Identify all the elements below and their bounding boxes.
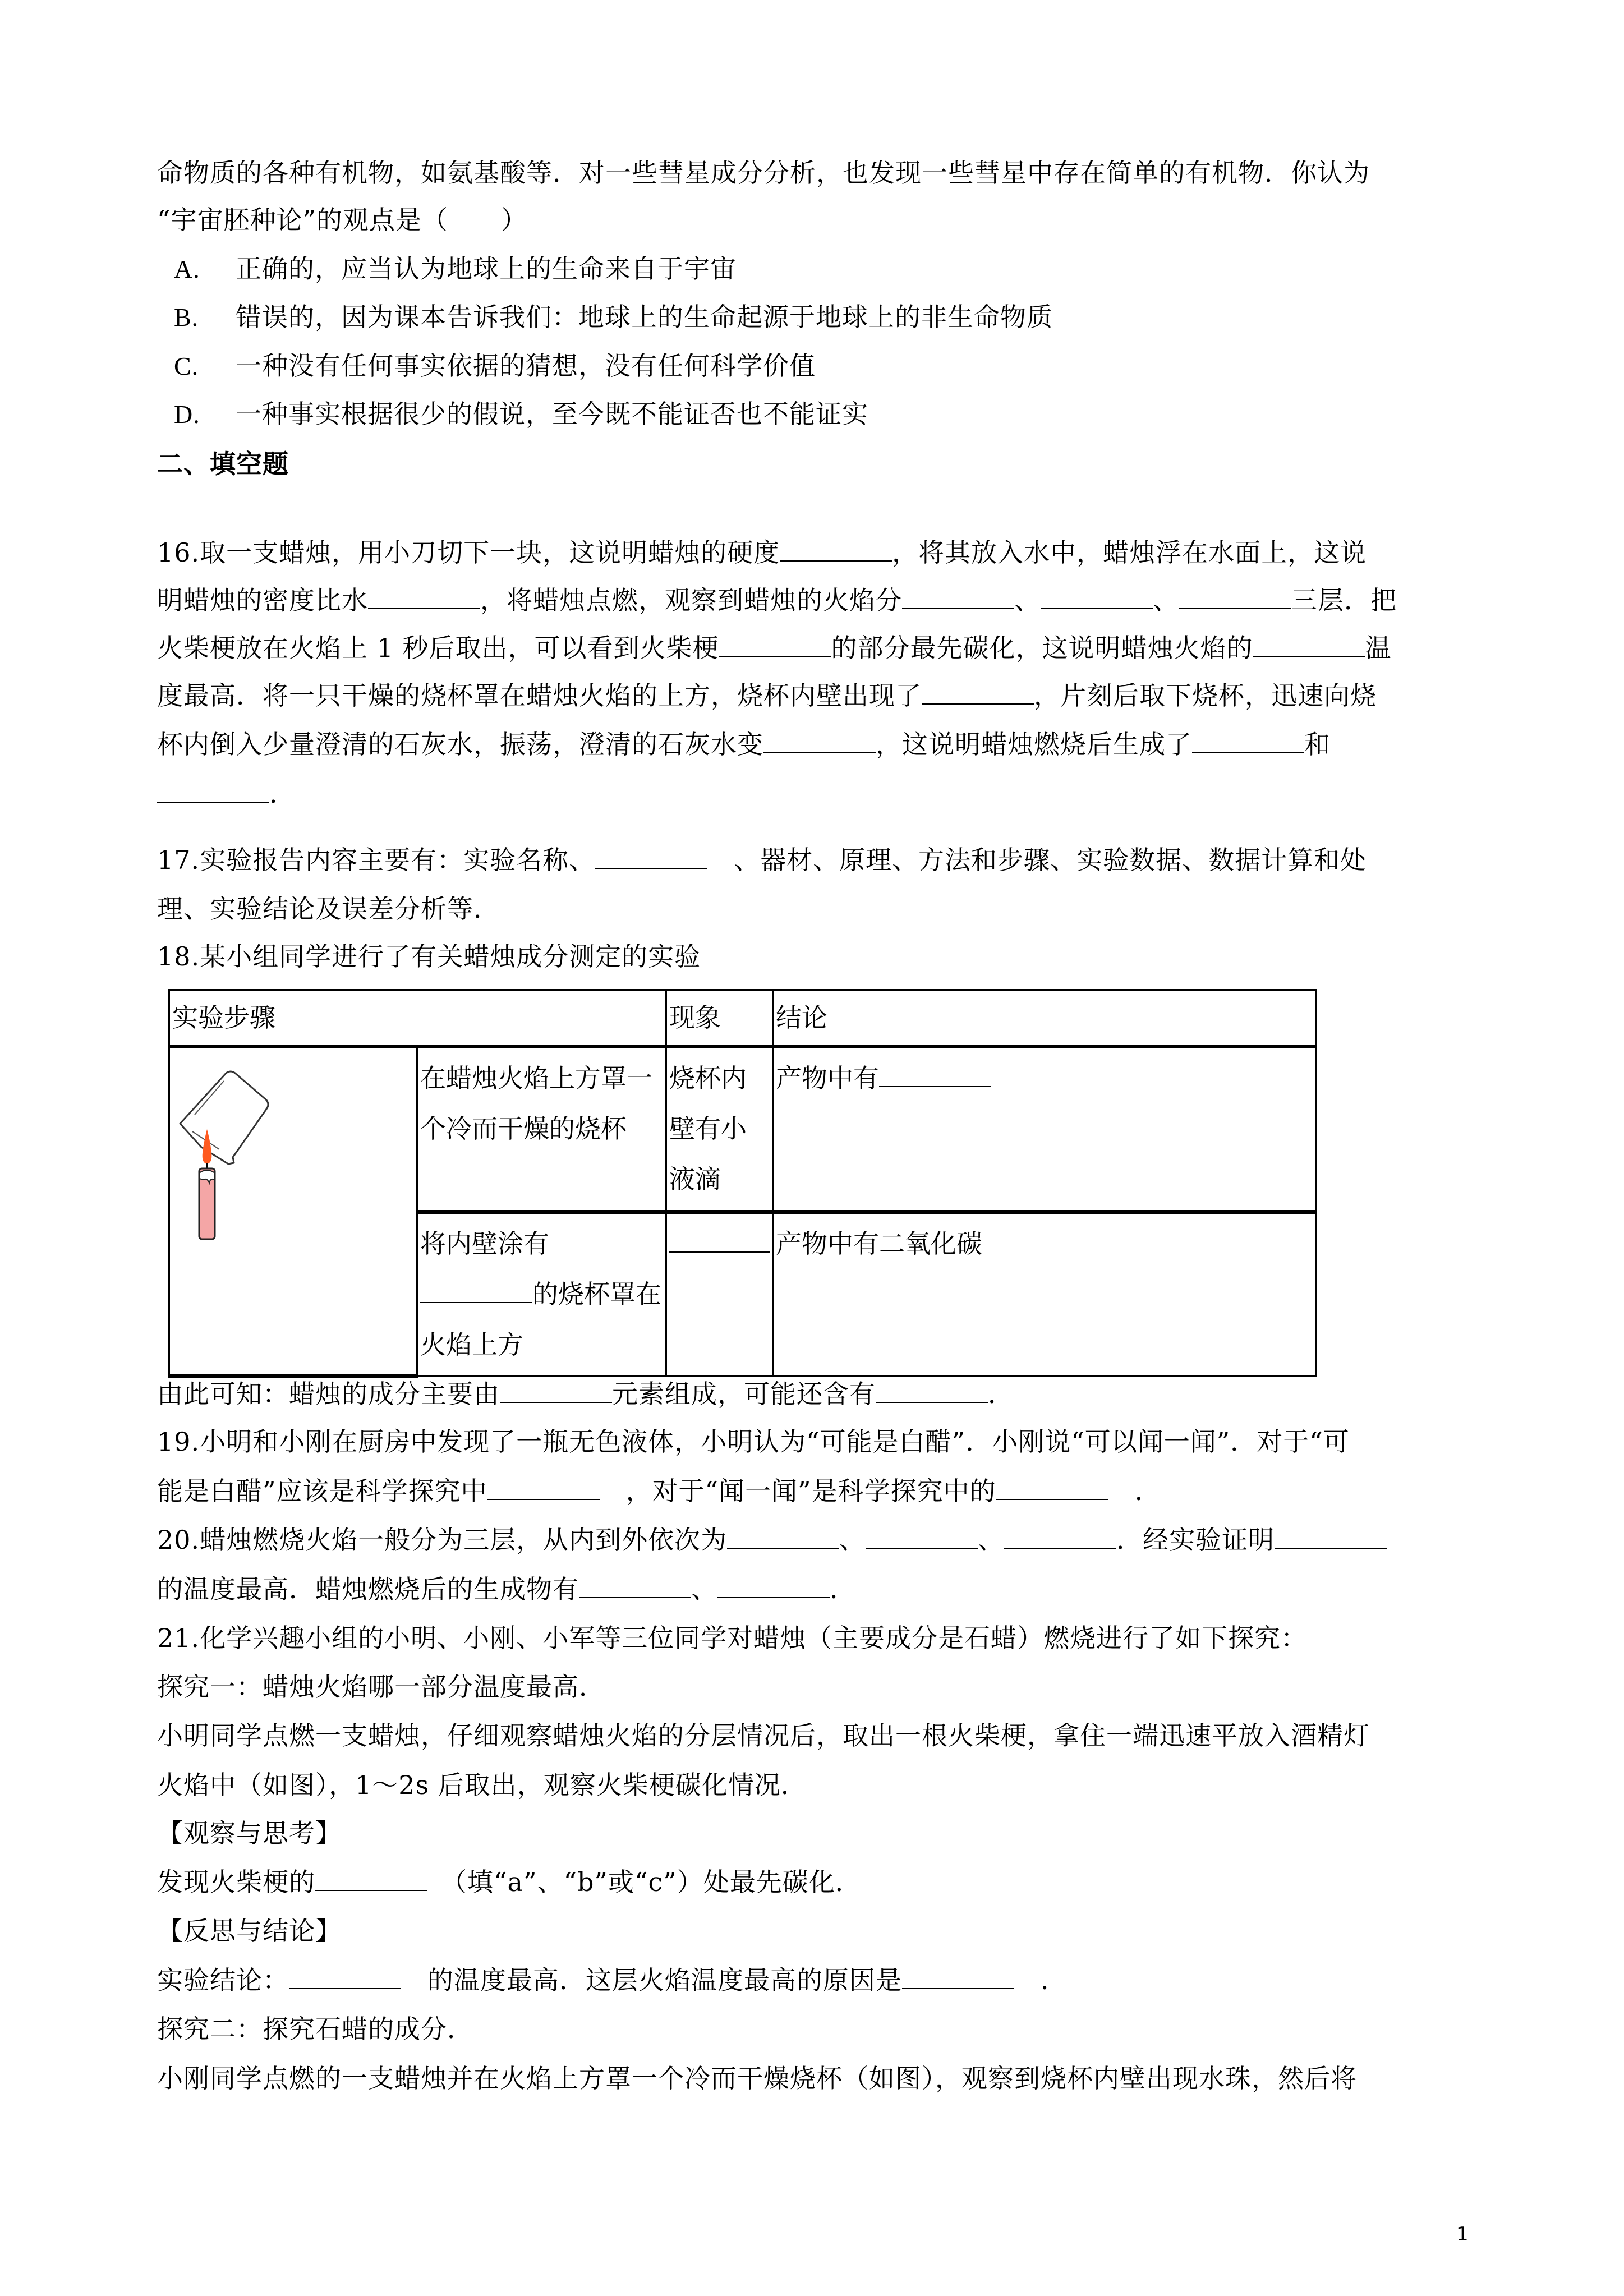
candle-icon (199, 1163, 215, 1239)
q21-observe-heading: 【观察与思考】 (157, 1818, 342, 1848)
answer-blank[interactable] (420, 1277, 532, 1303)
table-row (169, 1047, 1317, 1212)
figure-cell (169, 1047, 417, 1377)
step-2 (417, 1212, 666, 1377)
text: ，对于“闻一闻”是科学探究中的 (599, 1476, 996, 1506)
answer-blank[interactable] (1041, 583, 1153, 609)
text: 、 (1014, 585, 1041, 615)
answer-blank[interactable] (727, 1523, 839, 1549)
text: 、 (691, 1574, 717, 1604)
q17-line-2: 理、实验结论及误差分析等． (157, 894, 500, 924)
answer-blank[interactable] (579, 1572, 691, 1598)
answer-blank[interactable] (902, 1963, 1014, 1989)
text: ，将蜡烛点燃，观察到蜡烛的火焰分 (480, 585, 902, 615)
text: （填“a”、“b”或“c”）处最先碳化． (427, 1867, 862, 1897)
text: ． (830, 1574, 856, 1604)
option-key: D. (174, 400, 200, 429)
option-key: A. (174, 255, 200, 283)
q16-line-1 (157, 536, 1481, 569)
answer-blank[interactable] (719, 631, 831, 657)
answer-blank[interactable] (500, 1377, 612, 1403)
answer-blank[interactable] (1004, 1523, 1116, 1549)
text: ．经实验证明 (1116, 1525, 1275, 1555)
text: 由此可知：蜡烛的成分主要由 (157, 1379, 500, 1409)
q21-line-8 (157, 1963, 1481, 1997)
option-key: B. (174, 303, 199, 332)
text: 、 (1153, 585, 1179, 615)
text: 的部分最先碳化，这说明蜡烛火焰的 (831, 633, 1253, 663)
text: ，这说明蜡烛燃烧后生成了 (876, 729, 1192, 760)
q18-summary (157, 1377, 1481, 1411)
answer-blank[interactable] (669, 1227, 770, 1253)
answer-blank[interactable] (922, 679, 1034, 705)
q20-line-1 (157, 1523, 1481, 1557)
answer-blank[interactable] (157, 777, 269, 803)
header-steps: 实验步骤 (169, 990, 666, 1047)
text: 三层．把 (1291, 585, 1397, 615)
q16-line-6 (157, 777, 1481, 811)
q21-line-10: 小刚同学点燃的一支蜡烛并在火焰上方罩一个冷而干燥烧杯（如图），观察到烧杯内壁出现水珠，然后将 (157, 2063, 1357, 2093)
answer-blank[interactable] (763, 728, 876, 753)
conclusion-2: 产物中有二氧化碳 (773, 1212, 1317, 1377)
answer-blank[interactable] (876, 1377, 988, 1403)
q21-line-1: 21.化学兴趣小组的小明、小刚、小军等三位同学对蜡烛（主要成分是石蜡）燃烧进行了如下探究： (157, 1623, 1308, 1653)
text: ，将其放入水中，蜡烛浮在水面上，这说 (892, 537, 1367, 568)
text: 火柴梗放在火焰上 1 秒后取出，可以看到火柴梗 (157, 633, 719, 663)
text: 元素组成，可能还含有 (612, 1379, 876, 1409)
header-conclusion: 结论 (773, 990, 1317, 1047)
answer-blank[interactable] (866, 1523, 978, 1549)
text: 明蜡烛的密度比水 (157, 585, 368, 615)
answer-blank[interactable] (1192, 728, 1304, 753)
text: 的烧杯罩在火焰上方 (420, 1279, 661, 1360)
phenomenon-1: 烧杯内壁有小液滴 (666, 1047, 773, 1212)
text: 能是白醋”应该是科学探究中 (157, 1476, 487, 1506)
answer-blank[interactable] (902, 583, 1014, 609)
q16-line-2 (157, 583, 1481, 617)
answer-blank[interactable] (315, 1865, 427, 1891)
answer-blank[interactable] (879, 1061, 991, 1087)
text: 实验结论： (157, 1965, 289, 1995)
q21-line-2: 探究一：蜡烛火焰哪一部分温度最高． (157, 1672, 605, 1702)
text: 、器材、原理、方法和步骤、实验数据、数据计算和处 (707, 845, 1367, 875)
text: 、 (978, 1525, 1005, 1555)
text: 16.取一支蜡烛，用小刀切下一块，这说明蜡烛的硬度 (157, 537, 780, 568)
option-text: 错误的，因为课本告诉我们：地球上的生命起源于地球上的非生命物质 (236, 302, 1053, 332)
text: 20.蜡烛燃烧火焰一般分为三层，从内到外依次为 (157, 1525, 728, 1555)
text: 和 (1304, 729, 1331, 760)
q21-line-3: 小明同学点燃一支蜡烛，仔细观察蜡烛火焰的分层情况后，取出一根火柴梗，拿住一端迅速平放入酒精灯 (157, 1720, 1370, 1751)
experiment-table (168, 989, 1317, 1378)
option-a (174, 252, 1498, 286)
text: 的温度最高．蜡烛燃烧后的生成物有 (157, 1574, 579, 1604)
q19-line-2 (157, 1474, 1481, 1508)
beaker-icon (180, 1071, 268, 1164)
page-number: 1 (1456, 2223, 1469, 2246)
table-header-row (169, 990, 1317, 1047)
candle-beaker-figure (170, 1053, 299, 1255)
text: 的温度最高．这层火焰温度最高的原因是 (401, 1965, 902, 1995)
text: 将内壁涂有 (420, 1228, 549, 1259)
answer-blank[interactable] (1275, 1523, 1387, 1549)
text: 杯内倒入少量澄清的石灰水，振荡，澄清的石灰水变 (157, 729, 763, 760)
q18-title: 18.某小组同学进行了有关蜡烛成分测定的实验 (157, 941, 701, 972)
text: ． (1108, 1476, 1161, 1506)
text: ． (269, 779, 296, 809)
q21-reflect-heading: 【反思与结论】 (157, 1916, 342, 1946)
option-d (174, 397, 1498, 431)
answer-blank[interactable] (1179, 583, 1291, 609)
section-title: 二、填空题 (157, 449, 289, 479)
q21-line-6 (157, 1865, 1481, 1899)
q20-line-2 (157, 1572, 1481, 1606)
option-text: 一种事实根据很少的假说，至今既不能证否也不能证实 (236, 399, 868, 429)
option-text: 一种没有任何事实依据的猜想，没有任何科学价值 (236, 351, 816, 381)
conclusion-1 (773, 1047, 1317, 1212)
option-c (174, 349, 1498, 383)
q16-line-4 (157, 679, 1481, 712)
text: 产物中有 (776, 1063, 879, 1093)
q21-line-9: 探究二：探究石蜡的成分． (157, 2014, 473, 2044)
text: 、 (839, 1525, 866, 1555)
q16-line-3 (157, 631, 1481, 665)
step-1: 在蜡烛火焰上方罩一个冷而干燥的烧杯 (417, 1047, 666, 1212)
text: 温 (1365, 633, 1392, 663)
answer-blank[interactable] (1253, 631, 1365, 657)
option-b (174, 300, 1498, 334)
phenomenon-2 (666, 1212, 773, 1377)
text: 度最高．将一只干燥的烧杯罩在蜡烛火焰的上方，烧杯内壁出现了 (157, 680, 922, 711)
answer-blank[interactable] (717, 1572, 830, 1598)
header-phenomenon: 现象 (666, 990, 773, 1047)
option-key: C. (174, 352, 199, 380)
answer-blank[interactable] (780, 536, 892, 562)
answer-blank[interactable] (289, 1963, 401, 1989)
option-text: 正确的，应当认为地球上的生命来自于宇宙 (236, 254, 737, 284)
text: ，片刻后取下烧杯，迅速向烧 (1034, 680, 1377, 711)
intro-line-2: “宇宙胚种论”的观点是（ ） (157, 205, 528, 235)
answer-blank[interactable] (487, 1474, 600, 1500)
q17-line-1 (157, 843, 1481, 877)
q21-line-4: 火焰中（如图），1～2s 后取出，观察火柴梗碳化情况． (157, 1770, 807, 1800)
answer-blank[interactable] (368, 583, 480, 609)
text: 17.实验报告内容主要有：实验名称、 (157, 845, 596, 875)
q19-line-1: 19.小明和小刚在厨房中发现了一瓶无色液体，小明认为“可能是白醋”．小刚说“可以闻一闻”．对于“可 (157, 1427, 1350, 1457)
answer-blank[interactable] (595, 843, 707, 869)
text: ． (1014, 1965, 1067, 1995)
q16-line-5 (157, 728, 1481, 761)
answer-blank[interactable] (996, 1474, 1108, 1500)
intro-line-1: 命物质的各种有机物，如氨基酸等．对一些彗星成分分析，也发现一些彗星中存在简单的有机物．你认为 (157, 158, 1370, 188)
text: ． (988, 1379, 1014, 1409)
text: 发现火柴梗的 (157, 1867, 315, 1897)
